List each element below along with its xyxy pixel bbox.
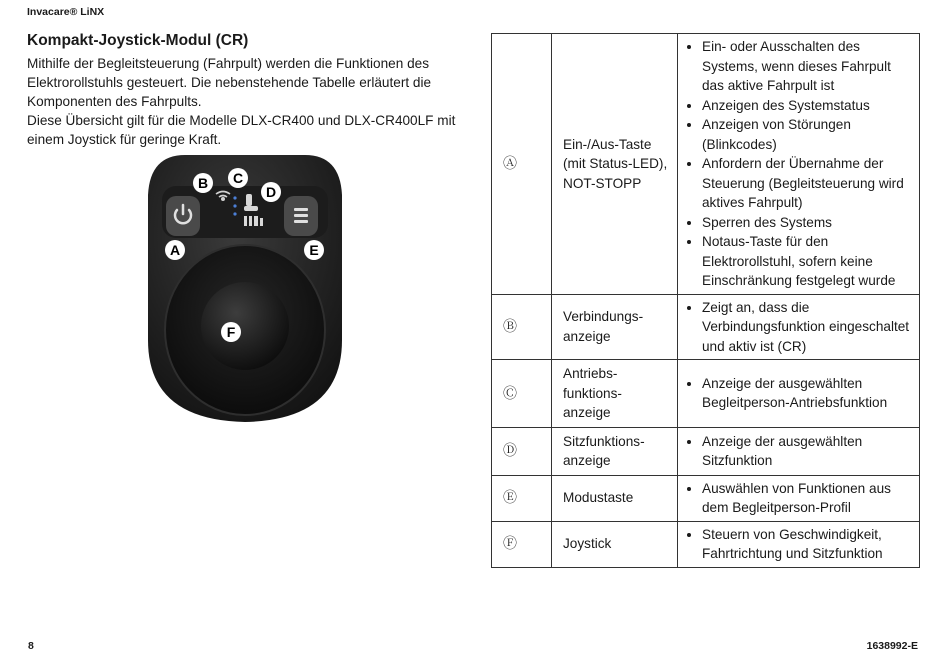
component-description [678,34,920,295]
description-list [680,298,913,357]
intro-paragraph-1: Mithilfe der Begleitsteuerung (Fahrpult) werden die Funktionen des Elektrorollstuhls gesteuert. Die nebenstehende Tabelle erläutert die Komponenten des Fahrpults. [27,56,432,109]
callout-f [221,322,241,342]
component-letter: Ⓔ [492,475,552,521]
svg-text:D: D [265,184,277,200]
joystick-module-illustration [140,150,350,430]
component-name: Modustaste [552,475,678,521]
component-description [678,475,920,521]
svg-text:B: B [197,175,209,191]
section-title: Kompakt-Joystick-Modul (CR) [27,32,249,49]
component-name: Antriebs-funktions-anzeige [552,360,678,428]
description-item: • Notaus-Taste für den Elektrorollstuhl, sofern keine Einschränkung festgelegt wurde [702,232,913,291]
component-letter: Ⓑ [492,294,552,360]
description-item: • Anfordern der Übernahme der Steuerung (Begleitsteuerung wird aktives Fahrpult) [702,154,913,213]
document-number: 1638992-E [866,640,918,652]
description-item: • Ein- oder Ausschalten des Systems, wenn dieses Fahrpult das aktive Fahrpult ist [702,37,913,96]
description-item: • Anzeigen des Systemstatus [702,96,913,116]
callout-d [261,182,281,202]
description-list [680,525,913,564]
description-item: • Zeigt an, dass die Verbindungsfunktion eingeschaltet und aktiv ist (CR) [702,298,913,357]
description-item: • Anzeige der ausgewählten Sitzfunktion [702,432,913,471]
component-name: Sitzfunktions-anzeige [552,427,678,475]
component-letter: Ⓐ [492,34,552,295]
components-table [491,33,920,568]
table-row [492,521,920,567]
menu-icon [294,208,308,223]
intro-text [27,54,467,149]
svg-text:A: A [169,242,181,258]
callout-e [304,240,324,260]
component-description [678,521,920,567]
component-name: Joystick [552,521,678,567]
table-row [492,360,920,428]
component-letter: Ⓕ [492,521,552,567]
callout-a [165,240,185,260]
joystick-knob [201,282,289,370]
component-letter: Ⓒ [492,360,552,428]
description-item: • Sperren des Systems [702,213,913,233]
description-list [680,374,913,413]
description-item: • Auswählen von Funktionen aus dem Begleitperson-Profil [702,479,913,518]
intro-paragraph-2: Diese Übersicht gilt für die Modelle DLX-CR400 und DLX-CR400LF mit einem Joystick für geringe Kraft. [27,113,456,147]
callout-b [193,173,213,193]
header-brand: Invacare® LiNX [27,6,105,18]
component-description [678,294,920,360]
svg-text:E: E [309,242,319,258]
description-item: • Anzeige der ausgewählten Begleitperson-Antriebsfunktion [702,374,913,413]
component-name: Ein-/Aus-Taste (mit Status-LED), NOT-STOPP [552,34,678,295]
component-name: Verbindungs-anzeige [552,294,678,360]
power-button [166,196,200,236]
svg-text:C: C [232,170,244,186]
description-list [680,432,913,471]
table-row [492,427,920,475]
svg-text:F: F [226,324,236,340]
callout-c [228,168,248,188]
component-letter: Ⓓ [492,427,552,475]
description-item: • Anzeigen von Störungen (Blinkcodes) [702,115,913,154]
description-list [680,37,913,291]
component-description [678,427,920,475]
table-row [492,294,920,360]
table-row [492,34,920,295]
description-item: • Steuern von Geschwindigkeit, Fahrtrichtung und Sitzfunktion [702,525,913,564]
page-number: 8 [28,640,34,652]
component-description [678,360,920,428]
table-row [492,475,920,521]
description-list [680,479,913,518]
